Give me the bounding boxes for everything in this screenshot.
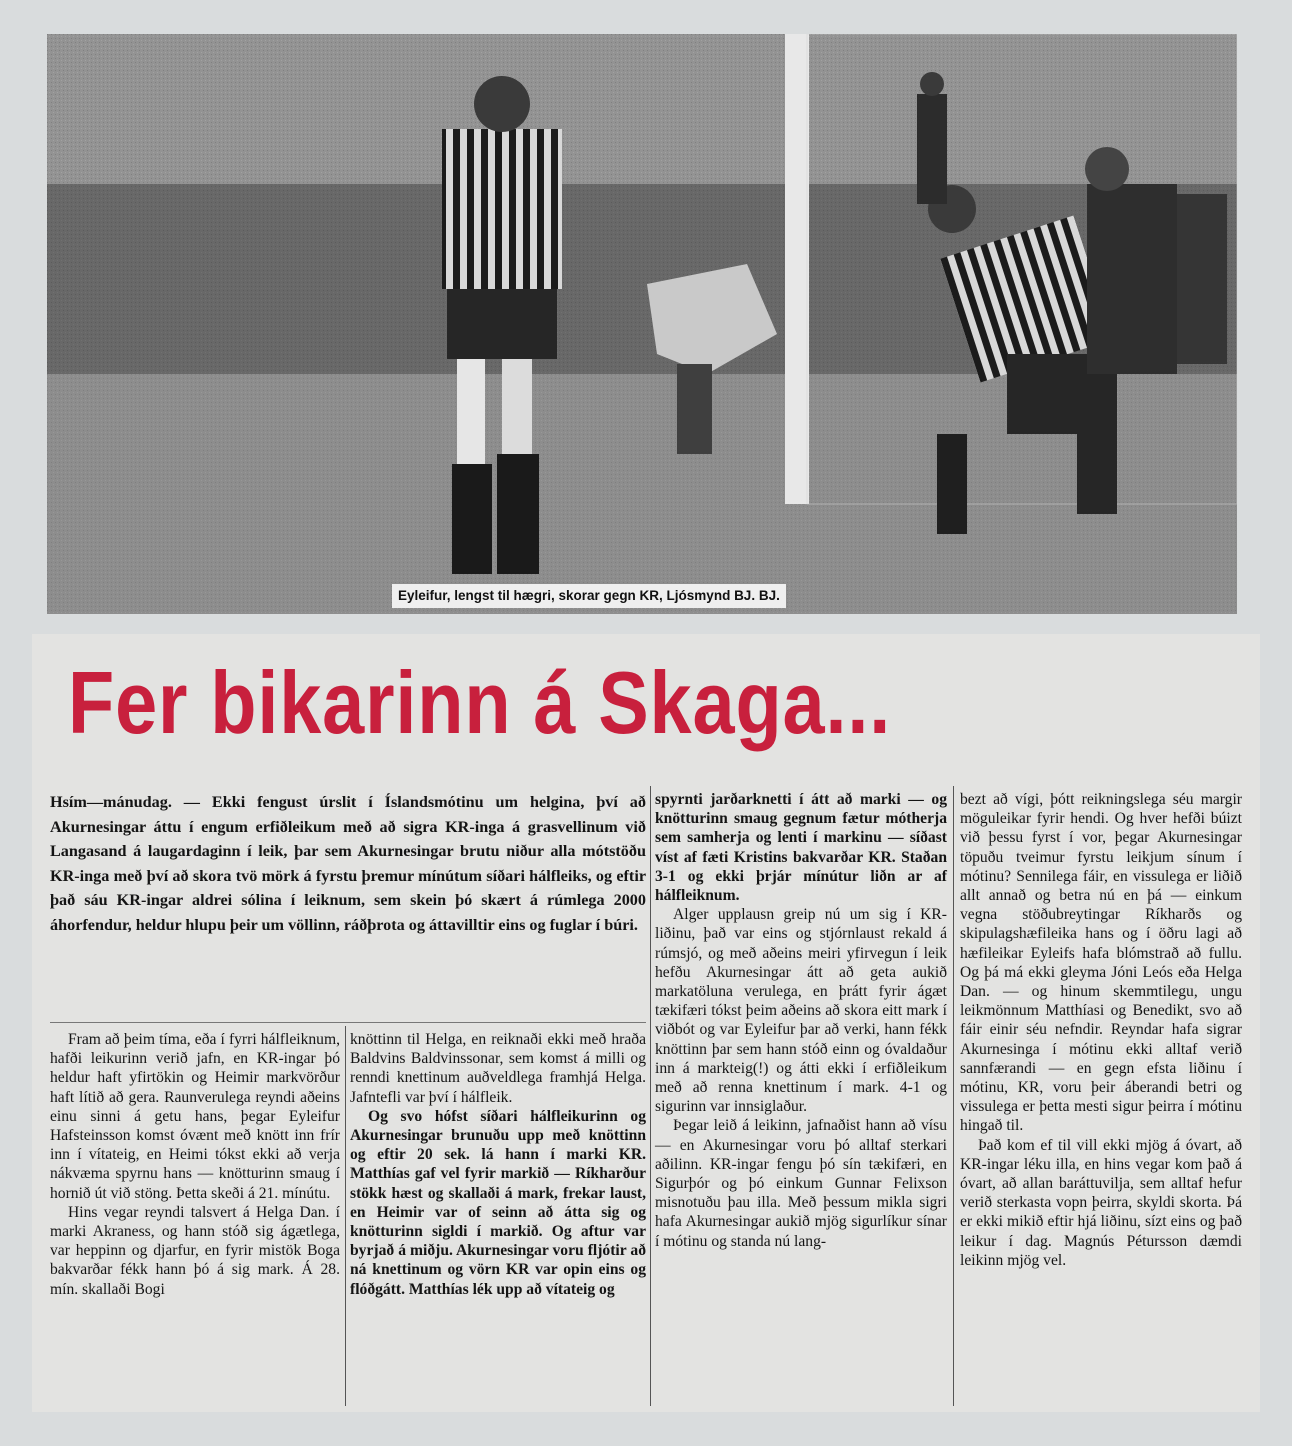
paragraph: bezt að vígi, þótt reikningslega séu margir möguleikar fyrir hendi. Og hver hefði búizt við þessu fyrst í vor, þegar Akurnesingar töpuðu tveimur fyrstu leikjum sínum í mótinu? Sennilega fáir, en vissulega er liðið allt annað og betra nú en þá — einkum vegna stöðubreytingar Ríkharðs og skipulagshæfileika hans og í öðru lagi að hæfileikar Eyleifs hafa blómstrað að fullu. Og þá má ekki gleyma Jóni Leós eða Helga Dan. — og hinum skemmtilegu, ungu leikmönnum Matthíasi og Benedikt, svo að fáir einir séu nefndir. Reyndar hafa sigrar Akurnesinga í mótinu ekki alltaf verið sannfærandi — en gegn efsta liðinu í mótinu, KR, voru þeir áberandi betri og vissulega er þetta mesti sigur þeirra í mótinu hingað til. [960, 791, 1242, 1135]
paragraph: Alger upplausn greip nú um sig í KR-liðinu, það var eins og stjórnlaust rekald á rúmsjó, og með aðeins meiri yfirvegun í leik hefðu Akurnesingar átt að geta aukið markatöluna verulega, en þrátt fyrir ágæt tækifæri tókst þeim aðeins að skora eitt mark í viðbót og var Eyleifur þar að verki, hann fékk knöttinn þar sem hann stóð einn og óvaldaður inn á markteig(!) og átti ekki í erfiðleikum með að renna knettinum í mark. 4-1 og sigurinn var innsiglaður. [655, 906, 947, 1116]
paragraph: knöttinn til Helga, en reiknaði ekki með hraða Baldvins Baldvinssonar, sem komst á milli og renndi knettinum auðveldlega framhjá Helga. Jafntefli var því í hálfleik. [350, 1031, 646, 1106]
column-4 [960, 790, 1242, 1270]
paragraph: Og svo hófst síðari hálfleikurinn og Akurnesingar brunuðu upp með knöttinn og eftir 20 sek. lá hann í marki KR. Matthías gaf vel fyrir markið — Ríkharður stökk hæst og skallaði á mark, frekar laust, en Heimir var of seinn að átta sig og knötturinn sigldi í markið. Og aftur var byrjað á miðju. Akurnesingar voru fljótir að ná knettinum og vörn KR var opin eins og flóðgátt. Matthías lék upp að vítateig og [350, 1107, 646, 1298]
photo-caption: Eyleifur, lengst til hægri, skorar gegn KR, Ljósmynd BJ. BJ. [392, 584, 786, 608]
column-1 [50, 1030, 340, 1299]
paragraph: Fram að þeim tíma, eða í fyrri hálfleiknum, hafði leikurinn verið jafn, en KR-ingar þó heldur haft yfirtökin og Heimir markvörður haft lítið að gera. Raunverulega reyndi aðeins einu sinni á getu hans, þegar Eyleifur Hafsteinsson komst óvænt með knött inn frír inn í vítateig, en Heimi tókst ekki að verja nákvæma spyrnu hans — knötturinn smaug í hornið út við stöng. Þetta skeði á 21. mínútu. [50, 1031, 340, 1202]
lead-divider [50, 1022, 646, 1023]
column-3 [655, 790, 947, 1251]
paragraph: Þegar leið á leikinn, jafnaðist hann að vísu — en Akurnesingar voru þó alltaf sterkari aðilinn. KR-ingar fengu þó sín tækifæri, en Sigurþór og þó einkum Gunnar Felixson misnotuðu þau illa. Með þessum mikla sigri hafa Akurnesingar aukið mjög sigurlíkur sínar í mótinu og standa nú lang- [655, 1117, 947, 1250]
article-clipping [32, 634, 1260, 1412]
paragraph: Hins vegar reyndi talsvert á Helga Dan. í marki Akraness, og hann stóð sig ágætlega, var heppinn og djarfur, en fyrir mistök Boga bakvarðar fékk hann þó á sig mark. Á 28. mín. skallaði Bogi [50, 1203, 340, 1298]
photo-illustration [47, 34, 1237, 614]
paragraph: spyrnti jarðarknetti í átt að marki — og knötturinn smaug gegnum fætur mótherja sem samherja og lenti í markinu — síðast víst af fæti Kristins bakvarðar KR. Staðan 3-1 og ekki þrjár mínútur liðn ar af hálfleiknum. [655, 791, 947, 905]
match-photo [47, 34, 1237, 614]
column-rule-3 [953, 786, 954, 1406]
column-2 [350, 1030, 646, 1299]
column-rule-2 [650, 786, 651, 1406]
paragraph: Það kom ef til vill ekki mjög á óvart, að KR-ingar léku illa, en hins vegar kom það á óvart, að allan baráttuvilja, sem alltaf hefur verið sterkasta vopn þeirra, skyldi skorta. Þá er ekki mikið eftir hjá liðinu, sízt eins og það leikur í dag. Magnús Pétursson dæmdi leikinn mjög vel. [960, 1136, 1242, 1269]
column-rule-1 [345, 1026, 346, 1406]
headline: Fer bikarinn á Skaga... [68, 653, 892, 752]
lead-paragraph: Hsím—mánudag. — Ekki fengust úrslit í Íslandsmótinu um helgina, því að Akurnesingar áttu í engum erfiðleikum með að sigra KR-inga á grasvellinum við Langasand á laugardaginn í leik, þar sem Akurnesingar brutu niður alla mótstöðu KR-inga með því að skora tvö mörk á fyrstu þremur mínútum síðari hálfleiks, og eftir það sáu KR-ingar aldrei sólina í leiknum, sem skein þó skært á rúmlega 2000 áhorfendur, heldur hlupu þeir um völlinn, ráðþrota og áttavilltir eins og fuglar í búri. [50, 793, 646, 934]
